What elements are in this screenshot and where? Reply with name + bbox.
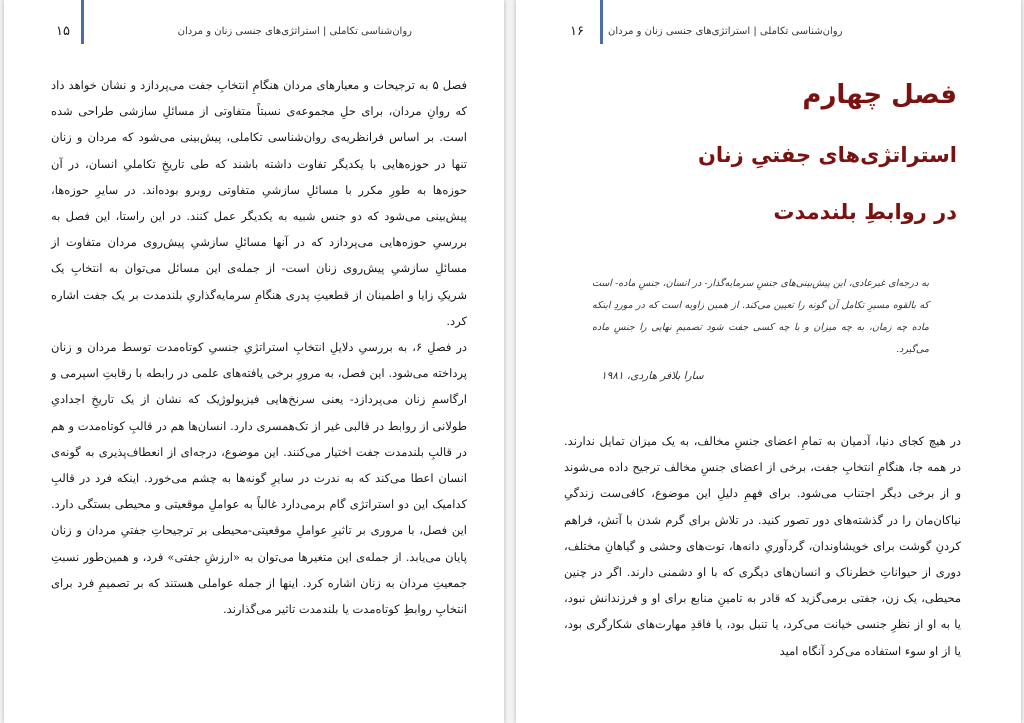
running-header: روان‌شناسی تکاملی | استراتژی‌های جنسی زنان و مردان [608,26,843,37]
chapter-subtitle: در روابطِ بلندمدت [773,200,957,224]
chapter-title: فصل چهارم [802,80,957,110]
running-header: روان‌شناسی تکاملی | استراتژی‌های جنسی زنان و مردان [177,26,412,37]
paragraph: در فصلِ ۶، به بررسیِ دلایلِ انتخابِ استراتژیِ جنسیِ کوتاه‌مدت توسط مردان و زنان پرداخته می‌شود. این فصل، به مرورِ برخی یافته‌های علمی در رابطه با رقابتِ اسپرمی و ارگاسمِ زنان می‌پردازد- یعنی سرنخ‌هایی فیزیولوژیک که نشان از یک تاریخِ اجدادیِ طولانی از روابط در قالبی غیر از تک‌همسری دارد. انسان‌ها هم در قالبِ کوتاه‌مدت و هم در قالبِ بلندمدت جفت اختیار می‌کنند. این موضوع، درجه‌ای از انعطاف‌پذیری به گونه‌ی انسان اعطا می‌کند که به ندرت در سایرِ گونه‌ها به چشم می‌خورد. اینکه فرد در قالبِ کدامیک این دو استراتژی گام برمی‌دارد غالباً به عواملِ موقعیتی و محیطی بستگی دارد. این فصل، با مروری بر تاثیرِ عواملِ موقعیتی-محیطی بر ترجیحاتِ جفتیِ مردان و زنان پایان می‌یابد. از جمله‌ی این متغیرها می‌توان به «ارزشِ جفتی» فرد، و همین‌طور نسبتِ جمعیتِ مردان به زنان اشاره کرد. اینها از جمله عواملی هستند که بر تصمیمِ فرد برای انتخابِ روابطِ کوتاه‌مدت یا بلندمدت تاثیر می‌گذارند. [51,340,468,617]
chapter-subtitle: استراتژی‌های جفتیِ زنان [697,143,957,167]
page-number: ۱۶ [570,24,584,39]
paragraph: در هیچ کجای دنیا، آدمیان به تمامِ اعضای جنسِ مخالف، به یک میزان تمایل ندارند. در همه جا، هنگامِ انتخابِ جفت، برخی از اعضای جنسِ مخالف ترجیح داده می‌شوند و از برخی دیگر اجتناب می‌شود. برای فهمِ دلیلِ این موضوع، کافی‌ست زندگیِ نیاکان‌مان را در گذشته‌های دور تصور کنید. در تلاش برای گرم شدن با آتش، فراهم کردنِ گوشت برای خویشاوندان، گردآوریِ دانه‌ها، توت‌های وحشی و گیاهانِ مختلف، دوری از حیواناتِ خطرناک و انسان‌های دیگری که با او دشمنی دارند. اگر در چنین محیطی، یک زن، جفتی برمی‌گزید که قادر به تامینِ منابع برای او و فرزندانش نبود، یا به او از نظرِ جنسی خیانت می‌کرد، یا تنبل بود، یا فاقدِ مهارت‌های شکارگری بود، یا از او سوء استفاده می‌کرد آنگاه امید [564,434,961,658]
body-text [51,72,467,622]
header-accent-bar [600,0,603,44]
page-number: ۱۵ [56,24,70,39]
header-accent-bar [81,0,84,44]
left-page [4,0,504,723]
paragraph: فصل ۵ به ترجیحات و معیارهای مردان هنگامِ انتخابِ جفت می‌پردازد و نشان خواهد داد که روانِ مردان، برای حلِ مجموعه‌ی نسبتاً متفاوتی از مسائلِ سازشی طراحی شده است. بر اساس فرانظریه‌ی روان‌شناسی تکاملی، پیش‌بینی می‌شود که مردان و زنان تنها در حوزه‌هایی با یکدیگر تفاوت داشته باشند که طی تاریخِ تکاملیِ انسان، در آن حوزه‌ها به طورِ مکرر با مسائلِ سازشیِ متفاوتی روبرو بوده‌اند. در سایرِ حوزه‌ها، پیش‌بینی می‌شود که دو جنس شبیه به یکدیگر عمل کنند. در این راستا، این فصل به بررسیِ حوزه‌هایی می‌پردازد که در آنها مسائلِ سازشیِ پیش‌روی مردان متفاوت از مسائلِ سازشیِ پیش‌روی زنان است- از جمله‌ی این مسائل می‌توان به انتخابِ یک شریکِ زایا و اطمینان از قطعیتِ پدری هنگامِ سرمایه‌گذاریِ بلندمدت بر یک جفت اشاره کرد. [51,78,467,328]
epigraph-quote: به درجه‌ای غیرعادی، این پیش‌بینی‌های جنسِ سرمایه‌گذار- در انسان، جنسِ ماده- است که بالقوه مسیرِ تکامل آن گونه را تعیین می‌کند. از همین زاویه است که در موردِ اینکه ماده چه زمان، به چه میزان و با چه کسی جفت شود تصمیمِ نهایی را جنسِ ماده می‌گیرد. [592,278,929,355]
right-page [516,0,1021,723]
epigraph-attribution: سارا بلافر هاردی، ۱۹۸۱ [601,370,704,382]
body-text [564,428,961,664]
